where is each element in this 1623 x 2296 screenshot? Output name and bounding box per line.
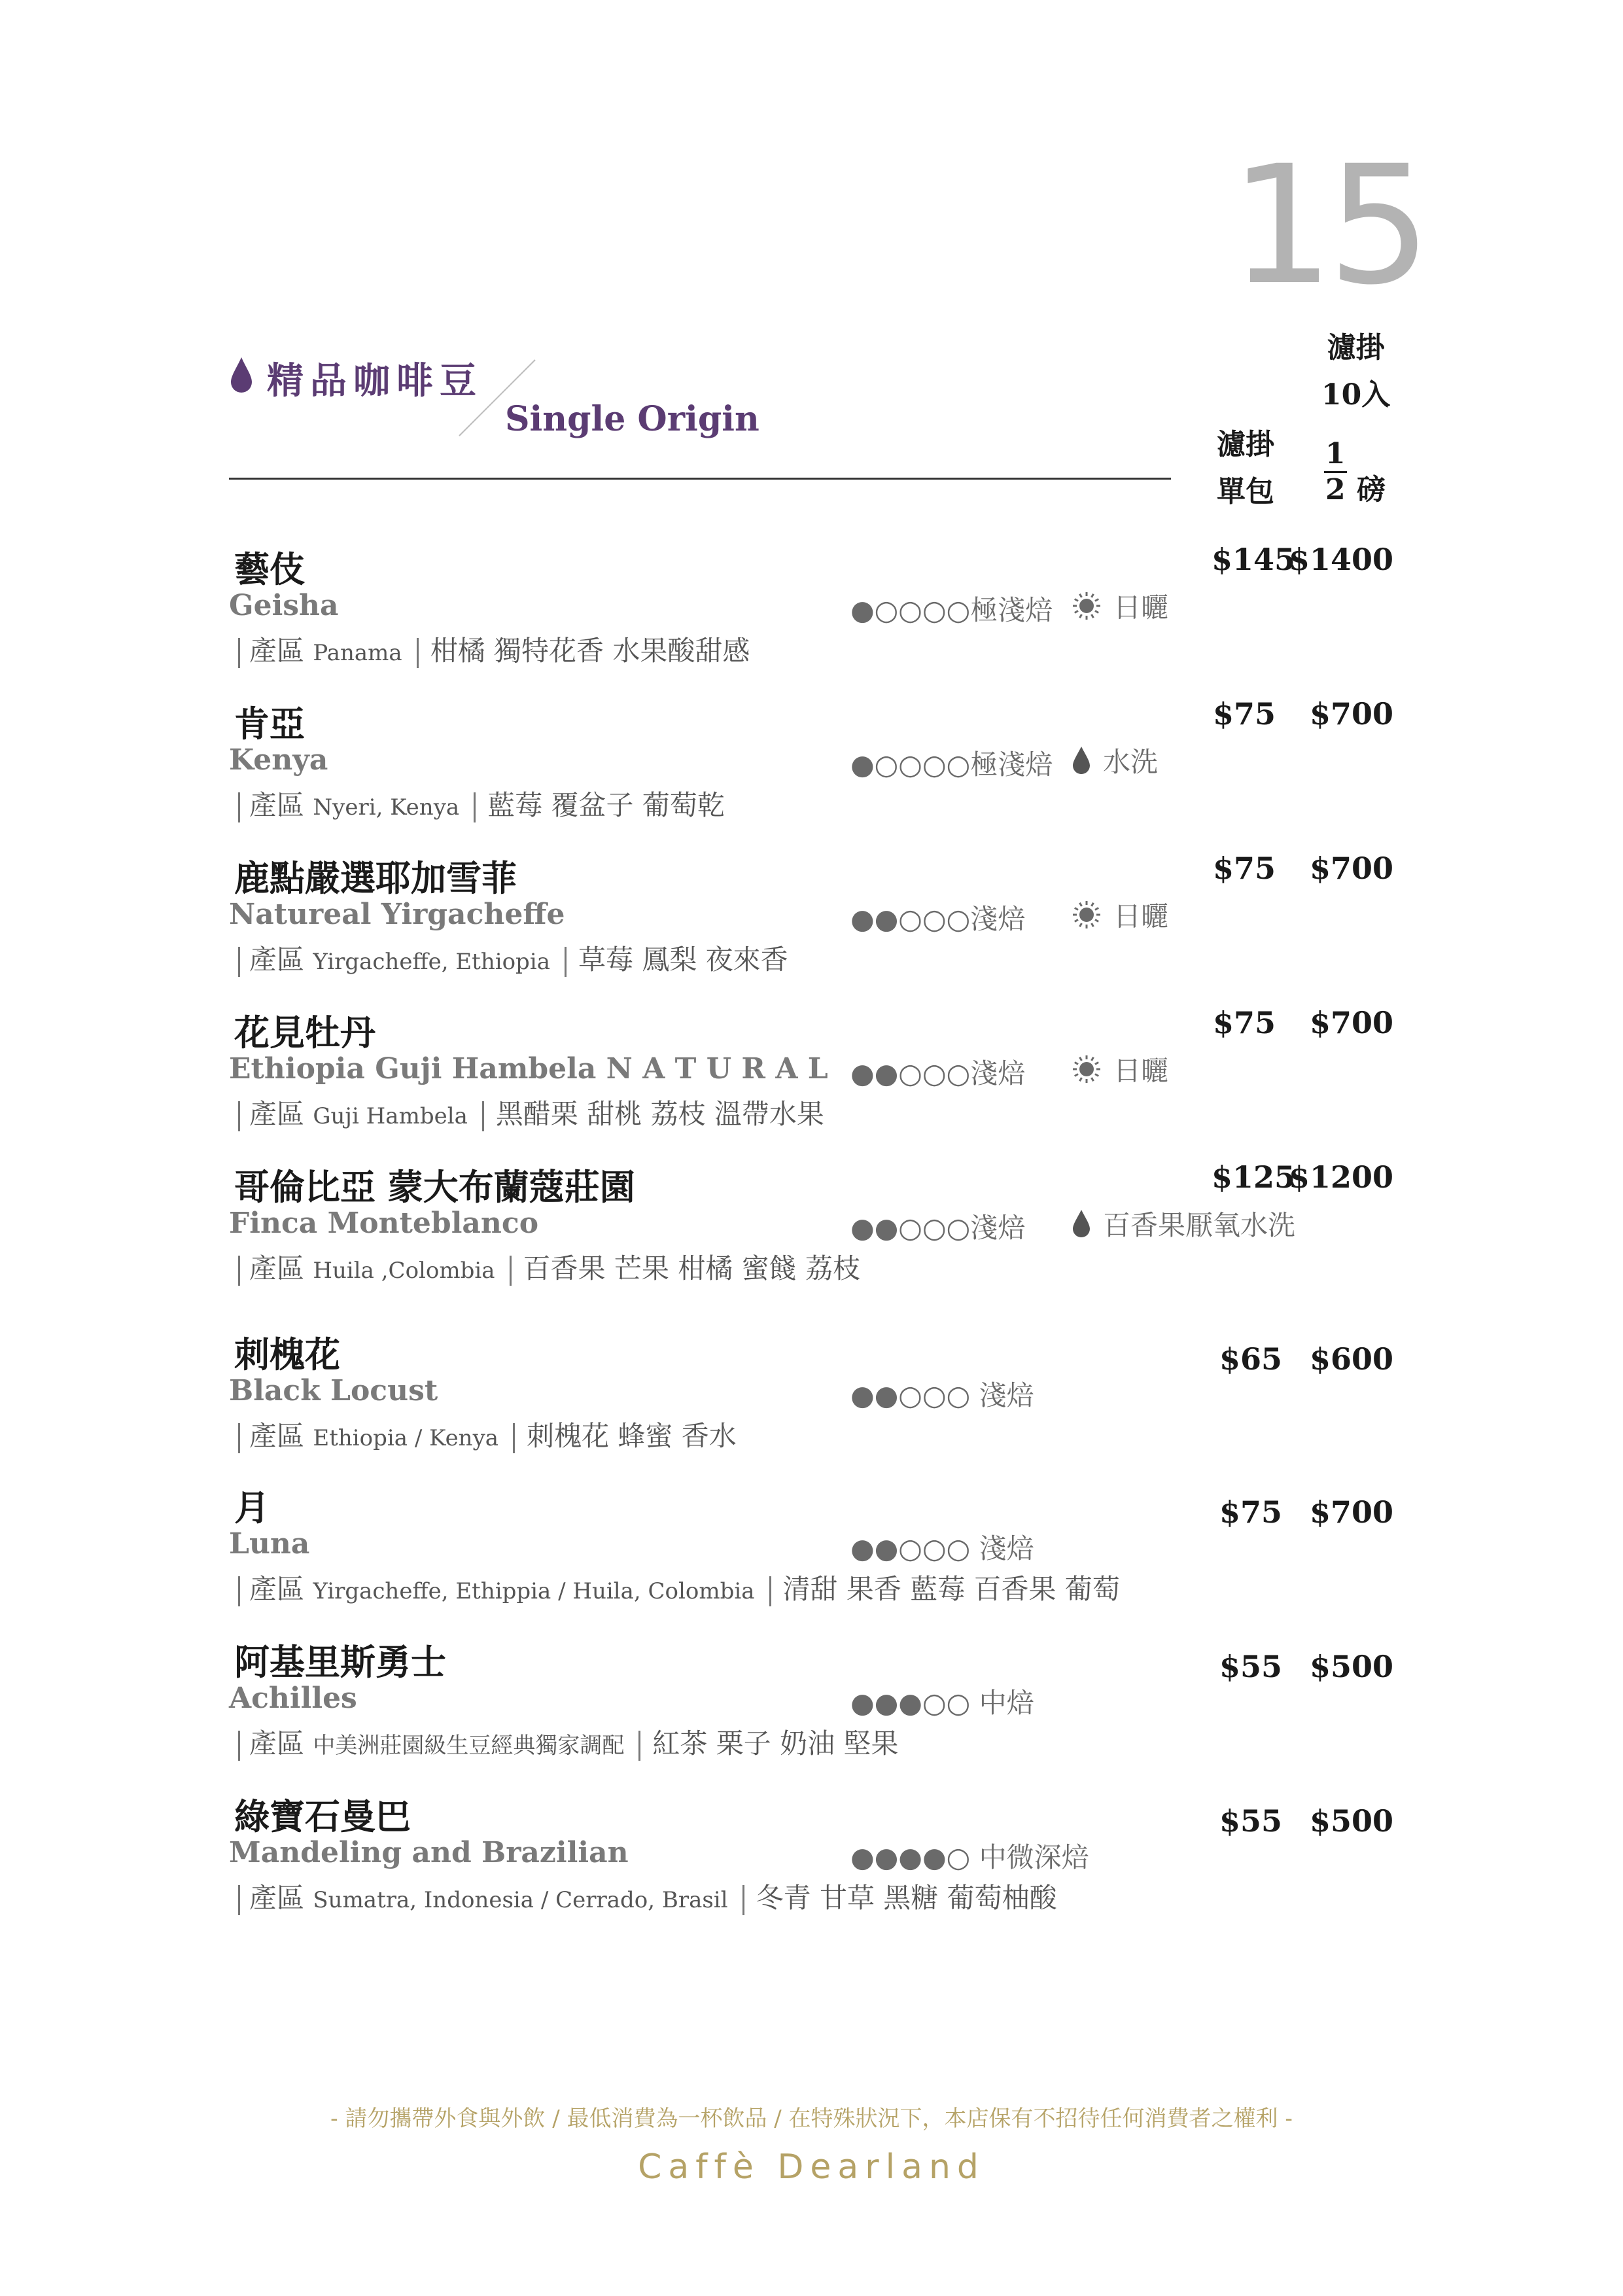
section-subtitle: Single Origin [505,399,759,439]
price-single: $125 [1211,1159,1295,1195]
menu-item [229,542,1406,692]
price-single: $55 [1219,1803,1282,1839]
roast-level: ●○○○○極淺焙 [850,594,1053,626]
price-single: $75 [1212,851,1276,886]
origin-label: 產區 [249,1098,305,1130]
menu-item [229,851,1406,1001]
price-half-pound: $1200 [1288,1159,1393,1195]
process-method [1072,741,1158,780]
origin-region: Panama [313,640,402,666]
origin-divider [238,1885,240,1915]
notes-divider [742,1885,744,1915]
origin-region: 中美洲莊園級生豆經典獨家調配 [313,1733,625,1759]
col-head-single-line2: 單包 [1217,475,1274,508]
flavor-notes: 柑橘 獨特花香 水果酸甜感 [430,635,750,667]
menu-item [229,1327,1406,1477]
page-number: 15 [1230,130,1425,321]
item-name-cn: 刺槐花 [234,1333,340,1375]
menu-item [229,696,1406,847]
menu-item [229,1005,1406,1156]
price-half-pound: $1400 [1288,542,1393,577]
half-denominator: 2 [1325,473,1346,506]
item-name-cn: 肯亞 [234,703,305,745]
item-name-cn: 鹿點嚴選耶加雪菲 [234,857,517,899]
process-label: 百香果厭氧水洗 [1103,1209,1296,1241]
notes-divider [513,1423,515,1453]
item-origin [238,938,788,978]
roast-level: ●●○○○淺焙 [850,1057,1026,1089]
col-head-ten-line1: 濾掛 [1327,331,1385,364]
col-head-single-line1: 濾掛 [1217,428,1274,461]
roast-level: ●●○○○ 淺焙 [850,1532,1034,1564]
process-label: 日曬 [1113,1055,1169,1087]
item-name-cn: 綠寶石曼巴 [234,1795,411,1837]
origin-label: 產區 [249,944,305,976]
item-name-en: Luna [229,1527,310,1561]
price-single: $75 [1219,1494,1282,1530]
process-method [1072,1204,1295,1243]
process-method [1072,586,1168,626]
origin-region: Huila ,Colombia [313,1258,495,1284]
price-half-pound: $500 [1309,1649,1393,1684]
item-name-en: Mandeling and Brazilian [229,1836,629,1869]
price-half-pound: $700 [1309,1005,1393,1040]
item-name-en: Natureal Yirgacheffe [229,898,565,931]
sun-icon [1072,1054,1102,1084]
origin-divider [238,1576,240,1606]
half-numerator: 1 [1324,440,1347,473]
notes-divider [474,792,476,822]
price-single: $145 [1211,542,1295,577]
item-name-cn: 月 [234,1487,270,1528]
origin-divider [238,1101,240,1131]
price-half-pound: $700 [1309,1494,1393,1530]
item-origin [238,629,750,669]
origin-divider [238,947,240,977]
notes-divider [482,1101,484,1131]
flavor-notes: 草莓 鳳梨 夜來香 [578,944,788,976]
process-label: 水洗 [1103,746,1159,778]
item-origin [238,1093,824,1132]
item-name-en: Ethiopia Guji Hambela N A T U R A L [229,1052,828,1086]
price-half-pound: $700 [1309,851,1393,886]
item-name-en: Black Locust [229,1374,438,1407]
item-name-cn: 藝伎 [234,548,305,590]
item-origin [238,1568,1120,1607]
origin-region: Sumatra, Indonesia / Cerrado, Brasil [313,1887,728,1913]
origin-label: 產區 [249,1420,305,1452]
item-origin [238,1415,737,1454]
item-origin [238,1877,1057,1916]
footer-note: - 請勿攜帶外食與外飲 / 最低消費為一杯飲品 / 在特殊狀況下，本店保有不招待任何消費者之權利 - [330,2106,1293,2132]
flavor-notes: 清甜 果香 藍莓 百香果 葡萄 [782,1573,1120,1605]
origin-divider [238,1256,240,1286]
process-label: 日曬 [1113,900,1169,932]
col-head-ten-line2: 10入 [1321,378,1391,412]
roast-level: ●●○○○淺焙 [850,1212,1026,1244]
origin-region: Guji Hambela [313,1103,468,1129]
flavor-notes: 冬青 甘草 黑糖 葡萄柚酸 [756,1882,1057,1914]
menu-item [229,1634,1406,1785]
price-half-pound: $700 [1309,696,1393,732]
flavor-notes: 刺槐花 蜂蜜 香水 [527,1420,737,1452]
price-half-pound: $500 [1309,1803,1393,1839]
roast-level: ●○○○○極淺焙 [850,749,1053,781]
col-head-half-pound [1324,437,1386,508]
item-name-en: Kenya [229,743,328,777]
header-rule [229,478,1171,480]
roast-level: ●●●●○ 中微深焙 [850,1841,1089,1873]
origin-divider [238,638,240,668]
item-origin [238,1247,860,1286]
process-method [1072,1050,1168,1089]
notes-divider [769,1576,771,1606]
sun-icon [1072,900,1102,930]
notes-divider [565,947,567,977]
notes-divider [510,1256,512,1286]
item-name-en: Geisha [229,589,339,622]
menu-item [229,1480,1406,1631]
origin-label: 產區 [249,1252,305,1284]
notes-divider [638,1731,640,1761]
origin-divider [238,792,240,822]
col-head-ten [1321,325,1390,419]
item-origin [238,1722,898,1761]
drop-icon [1072,1209,1091,1239]
price-single: $75 [1212,1005,1276,1040]
item-name-cn: 阿基里斯勇士 [234,1641,446,1683]
item-name-en: Achilles [229,1682,357,1715]
flavor-notes: 黑醋栗 甜桃 荔枝 溫帶水果 [495,1098,824,1130]
roast-level: ●●○○○ 淺焙 [850,1379,1034,1411]
process-label: 日曬 [1113,592,1169,624]
price-single: $55 [1219,1649,1282,1684]
origin-divider [238,1731,240,1761]
price-single: $75 [1212,696,1276,732]
flavor-notes: 紅茶 栗子 奶油 堅果 [652,1727,899,1759]
roast-level: ●●○○○淺焙 [850,903,1026,935]
water-drop-icon [229,356,254,394]
price-half-pound: $600 [1309,1341,1393,1377]
flavor-notes: 百香果 芒果 柑橘 蜜餞 荔枝 [523,1252,860,1284]
flavor-notes: 藍莓 覆盆子 葡萄乾 [487,789,725,821]
origin-label: 產區 [249,1573,305,1605]
origin-region: Yirgacheffe, Ethiopia [313,949,550,975]
process-method [1072,895,1168,934]
item-name-cn: 哥倫比亞 蒙大布蘭蔻莊園 [234,1166,635,1208]
brand-logo-text: Caffè Dearland [638,2147,985,2187]
half-unit: 磅 [1356,473,1386,506]
item-origin [238,784,725,823]
origin-label: 產區 [249,1882,305,1914]
origin-region: Nyeri, Kenya [313,794,460,821]
item-name-cn: 花見牡丹 [234,1012,375,1053]
origin-divider [238,1423,240,1453]
menu-item [229,1789,1406,1939]
origin-label: 產區 [249,635,305,667]
sun-icon [1072,591,1102,621]
origin-region: Ethiopia / Kenya [313,1425,499,1451]
notes-divider [417,638,419,668]
half-fraction [1324,437,1347,506]
roast-level: ●●●○○ 中焙 [850,1687,1034,1719]
origin-region: Yirgacheffe, Ethippia / Huila, Colombia [313,1578,755,1604]
origin-label: 產區 [249,1727,305,1759]
section-title: 精品咖啡豆 [267,359,483,402]
origin-label: 產區 [249,789,305,821]
price-single: $65 [1219,1341,1282,1377]
drop-icon [1072,745,1091,775]
menu-item [229,1159,1406,1310]
col-head-single [1217,421,1274,516]
item-name-en: Finca Monteblanco [229,1207,539,1240]
